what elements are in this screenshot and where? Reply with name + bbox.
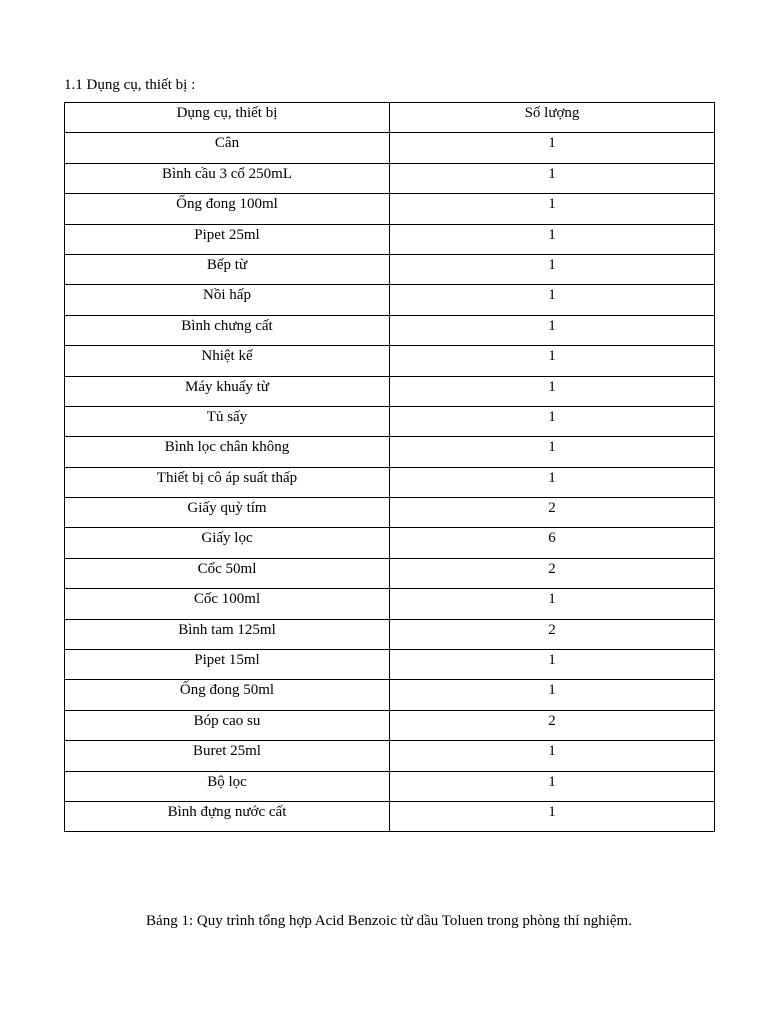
section-heading: 1.1 Dụng cụ, thiết bị :: [64, 77, 196, 93]
equipment-quantity: 2: [390, 619, 715, 649]
equipment-quantity: 1: [390, 194, 715, 224]
table-body: [65, 133, 715, 832]
equipment-name: Tủ sấy: [65, 406, 390, 436]
equipment-name: Nồi hấp: [65, 285, 390, 315]
equipment-name: Cân: [65, 133, 390, 163]
equipment-quantity: 1: [390, 376, 715, 406]
header-quantity: Số lượng: [390, 103, 715, 133]
equipment-name: Thiết bị cô áp suất thấp: [65, 467, 390, 497]
equipment-quantity: 1: [390, 771, 715, 801]
equipment-name: Bộ lọc: [65, 771, 390, 801]
equipment-name: Giấy lọc: [65, 528, 390, 558]
table-row: [65, 224, 715, 254]
table-row: [65, 315, 715, 345]
equipment-quantity: 1: [390, 163, 715, 193]
table-row: [65, 467, 715, 497]
equipment-quantity: 1: [390, 346, 715, 376]
table-row: [65, 194, 715, 224]
equipment-name: Bình lọc chân không: [65, 437, 390, 467]
equipment-table: [64, 102, 715, 832]
table-row: [65, 133, 715, 163]
table-row: [65, 346, 715, 376]
table-row: [65, 254, 715, 284]
equipment-name: Bóp cao su: [65, 710, 390, 740]
equipment-quantity: 1: [390, 133, 715, 163]
equipment-quantity: 1: [390, 285, 715, 315]
equipment-quantity: 6: [390, 528, 715, 558]
equipment-quantity: 1: [390, 801, 715, 831]
table-row: [65, 619, 715, 649]
equipment-name: Pipet 15ml: [65, 650, 390, 680]
equipment-name: Buret 25ml: [65, 741, 390, 771]
equipment-name: Cốc 100ml: [65, 589, 390, 619]
equipment-name: Bình tam 125ml: [65, 619, 390, 649]
equipment-quantity: 1: [390, 437, 715, 467]
equipment-quantity: 2: [390, 558, 715, 588]
equipment-quantity: 1: [390, 650, 715, 680]
table-row: [65, 650, 715, 680]
table-row: [65, 528, 715, 558]
equipment-name: Máy khuấy từ: [65, 376, 390, 406]
equipment-name: Pipet 25ml: [65, 224, 390, 254]
table-row: [65, 376, 715, 406]
equipment-name: Cốc 50ml: [65, 558, 390, 588]
table-caption: Bảng 1: Quy trình tổng hợp Acid Benzoic từ dầu Toluen trong phòng thí nghiệm.: [146, 913, 632, 929]
equipment-quantity: 1: [390, 315, 715, 345]
equipment-name: Ống đong 50ml: [65, 680, 390, 710]
equipment-quantity: 1: [390, 589, 715, 619]
table-row: [65, 710, 715, 740]
equipment-name: Nhiệt kế: [65, 346, 390, 376]
equipment-name: Bếp từ: [65, 254, 390, 284]
table-row: [65, 163, 715, 193]
equipment-quantity: 1: [390, 224, 715, 254]
equipment-quantity: 1: [390, 680, 715, 710]
table-row: [65, 406, 715, 436]
equipment-quantity: 1: [390, 467, 715, 497]
table-row: [65, 771, 715, 801]
equipment-quantity: 1: [390, 406, 715, 436]
equipment-quantity: 1: [390, 254, 715, 284]
equipment-name: Ống đong 100ml: [65, 194, 390, 224]
equipment-name: Bình cầu 3 cổ 250mL: [65, 163, 390, 193]
table-header-row: [65, 103, 715, 133]
equipment-name: Giấy quỳ tím: [65, 498, 390, 528]
header-equipment: Dụng cụ, thiết bị: [65, 103, 390, 133]
equipment-quantity: 1: [390, 741, 715, 771]
table-row: [65, 589, 715, 619]
equipment-name: Bình đựng nước cất: [65, 801, 390, 831]
equipment-quantity: 2: [390, 498, 715, 528]
table-row: [65, 285, 715, 315]
table-row: [65, 558, 715, 588]
equipment-name: Bình chưng cất: [65, 315, 390, 345]
table-row: [65, 498, 715, 528]
table-row: [65, 437, 715, 467]
table-row: [65, 680, 715, 710]
equipment-quantity: 2: [390, 710, 715, 740]
table-row: [65, 741, 715, 771]
table-row: [65, 801, 715, 831]
